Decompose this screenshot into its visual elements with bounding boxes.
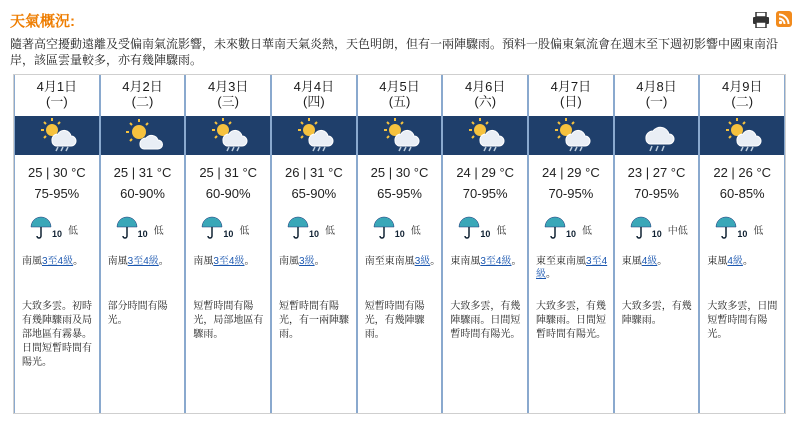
wind-info (622, 255, 698, 268)
wind-suffix: 。 (314, 256, 325, 267)
psr-text: 低 (410, 226, 421, 237)
date-text: 4月3日 (207, 79, 249, 94)
weather-icon-bar (529, 116, 613, 155)
wind-force-link[interactable]: 3級 (299, 256, 315, 267)
forecast-day (442, 75, 528, 413)
wind-direction: 東風 (621, 256, 642, 267)
date-text: 4月4日 (293, 79, 335, 94)
weekday-text: (日) (560, 94, 582, 109)
forecast-date (358, 79, 442, 109)
forecast-day (185, 75, 271, 413)
psr-text: 低 (753, 226, 764, 237)
temperature-range: 22 | 26 °C (713, 165, 772, 180)
wind-force-link[interactable]: 3至4級 (213, 256, 245, 267)
section-header (10, 8, 790, 32)
wind-suffix: 。 (546, 269, 557, 280)
wind-info (22, 255, 98, 268)
weather-description: 短暫時間有陽光，局部地區有驟雨。 (193, 301, 264, 340)
date-text: 4月9日 (721, 79, 763, 94)
wind-direction: 南至東南風 (364, 256, 415, 267)
humidity-range: 60-90% (205, 186, 251, 201)
wind-suffix: 。 (742, 256, 753, 267)
forecast-date (101, 79, 185, 109)
weekday-text: (五) (388, 94, 411, 109)
humidity-range: 60-90% (120, 186, 165, 201)
wind-info (707, 255, 783, 268)
forecast-day (100, 75, 186, 413)
date-text: 4月8日 (636, 79, 677, 94)
wind-direction: 南風 (279, 256, 300, 267)
temperature-range: 25 | 30 °C (370, 165, 429, 180)
psr-level: 10 (52, 229, 63, 239)
wind-info (536, 255, 612, 281)
temperature-range: 24 | 29 °C (542, 165, 600, 180)
psr-level: 10 (480, 229, 491, 239)
forecast-date (700, 79, 784, 109)
forecast-date (529, 79, 613, 109)
weather-summary: 隨著高空擾動遠離及受偏南氣流影響，未來數日華南天氣炎熱，天色明朗，但有一兩陣驟雨。預料一股偏東氣流會在週末至下週初影響中國東南沿岸，該區雲量較多，亦有幾陣驟雨。 (10, 37, 779, 67)
rain-probability (30, 216, 100, 242)
temperature-range: 24 | 29 °C (456, 165, 515, 180)
rain-probability (630, 216, 700, 242)
weather-icon-bar (272, 116, 356, 155)
weather-icon-bar (101, 116, 185, 155)
psr-text: 低 (496, 226, 507, 237)
forecast-date (272, 79, 356, 109)
wind-info (365, 255, 441, 268)
wind-info (279, 255, 355, 268)
wind-direction: 南風 (107, 256, 128, 267)
forecast-day (699, 75, 785, 413)
wind-force-link[interactable]: 4級 (727, 256, 743, 267)
psr-text: 低 (239, 226, 250, 237)
wind-info (193, 255, 269, 268)
rain-probability (544, 216, 614, 242)
weather-description: 大致多雲，有幾陣驟雨。 (621, 301, 692, 326)
nine-day-forecast (13, 74, 786, 414)
weather-description: 大致多雲，有幾陣驟雨。日間短暫時間有陽光。 (450, 301, 521, 340)
section-title: 天氣概況: (10, 13, 75, 30)
temperature-range: 23 | 27 °C (627, 165, 686, 180)
humidity-range: 75-95% (34, 186, 80, 201)
temperature-range: 26 | 31 °C (284, 165, 343, 180)
wind-force-link[interactable]: 3至4級 (480, 256, 512, 267)
forecast-day (271, 75, 357, 413)
rain-probability (458, 216, 528, 242)
weekday-text: (四) (303, 94, 325, 109)
date-text: 4月1日 (36, 79, 78, 94)
rain-probability (201, 216, 271, 242)
wind-suffix: 。 (511, 256, 522, 267)
psr-level: 10 (309, 229, 320, 239)
wind-direction: 南風 (22, 256, 42, 267)
wind-suffix: 。 (158, 256, 169, 267)
date-text: 4月2日 (122, 79, 163, 94)
wind-direction: 南風 (193, 256, 214, 267)
wind-direction: 東南風 (450, 256, 481, 267)
wind-suffix: 。 (73, 256, 84, 267)
wind-info (450, 255, 526, 268)
humidity-range: 65-90% (291, 186, 337, 201)
temperature-range: 25 | 31 °C (199, 165, 258, 180)
weekday-text: (三) (217, 94, 240, 109)
psr-level: 10 (566, 229, 577, 239)
wind-force-link[interactable]: 3級 (414, 256, 431, 267)
wind-direction: 東至東南風 (536, 256, 587, 267)
print-icon[interactable] (752, 12, 770, 28)
psr-level: 10 (394, 229, 405, 239)
psr-level: 10 (137, 229, 148, 239)
weekday-text: (六) (474, 94, 497, 109)
weather-icon-bar (615, 116, 699, 155)
rain-probability (715, 216, 785, 242)
weather-icon-bar (15, 116, 99, 155)
weather-description: 短暫時間有陽光，有一兩陣驟雨。 (279, 301, 350, 340)
weather-description: 大致多雲，有幾陣驟雨。日間短暫時間有陽光。 (536, 301, 607, 340)
weather-icon-bar (700, 116, 784, 155)
humidity-range: 65-95% (377, 186, 422, 201)
psr-text: 低 (153, 226, 164, 237)
date-text: 4月5日 (379, 79, 420, 94)
wind-info (108, 255, 184, 268)
psr-text: 低 (68, 226, 78, 237)
forecast-date (186, 79, 270, 109)
humidity-range: 60-85% (719, 186, 765, 201)
weather-description: 短暫時間有陽光，有幾陣驟雨。 (364, 301, 425, 340)
rain-probability (373, 216, 443, 242)
psr-text: 低 (325, 226, 336, 237)
rss-icon[interactable] (776, 11, 792, 27)
weather-description: 大致多雲，日間短暫時間有陽光。 (707, 301, 778, 340)
date-text: 4月7日 (550, 79, 592, 94)
wind-force-link[interactable]: 3至4級 (127, 256, 159, 267)
humidity-range: 70-95% (462, 186, 508, 201)
rain-probability (287, 216, 357, 242)
weekday-text: (二) (731, 94, 754, 109)
weather-description: 大致多雲。初時有幾陣驟雨及局部地區有霧暴。日間短暫時間有陽光。 (22, 301, 92, 368)
date-text: 4月6日 (464, 79, 506, 94)
humidity-range: 70-95% (634, 186, 679, 201)
wind-force-link[interactable]: 3至4級 (42, 256, 74, 267)
weather-description: 部分時間有陽光。 (107, 301, 168, 326)
forecast-day (614, 75, 700, 413)
wind-suffix: 。 (430, 256, 441, 267)
weather-icon-bar (358, 116, 442, 155)
wind-force-link[interactable]: 3至4級 (536, 256, 608, 280)
psr-text: 低 (582, 226, 593, 237)
psr-level: 10 (651, 229, 662, 239)
weekday-text: (二) (131, 94, 154, 109)
temperature-range: 25 | 30 °C (27, 165, 86, 180)
psr-level: 10 (737, 229, 748, 239)
forecast-date (443, 79, 527, 109)
forecast-day (357, 75, 443, 413)
rain-probability (116, 216, 186, 242)
forecast-date (15, 79, 99, 109)
psr-text: 中低 (667, 226, 688, 237)
wind-suffix: 。 (657, 256, 668, 267)
wind-suffix: 。 (244, 256, 255, 267)
weekday-text: (一) (645, 94, 668, 109)
psr-level: 10 (223, 229, 234, 239)
humidity-range: 70-95% (548, 186, 594, 201)
wind-direction: 東風 (707, 256, 728, 267)
temperature-range: 25 | 31 °C (113, 165, 172, 180)
weekday-text: (一) (46, 94, 68, 109)
weather-icon-bar (443, 116, 527, 155)
weather-icon-bar (186, 116, 270, 155)
forecast-date (615, 79, 699, 109)
wind-force-link[interactable]: 4級 (641, 256, 658, 267)
forecast-day (14, 75, 100, 413)
forecast-day (528, 75, 614, 413)
